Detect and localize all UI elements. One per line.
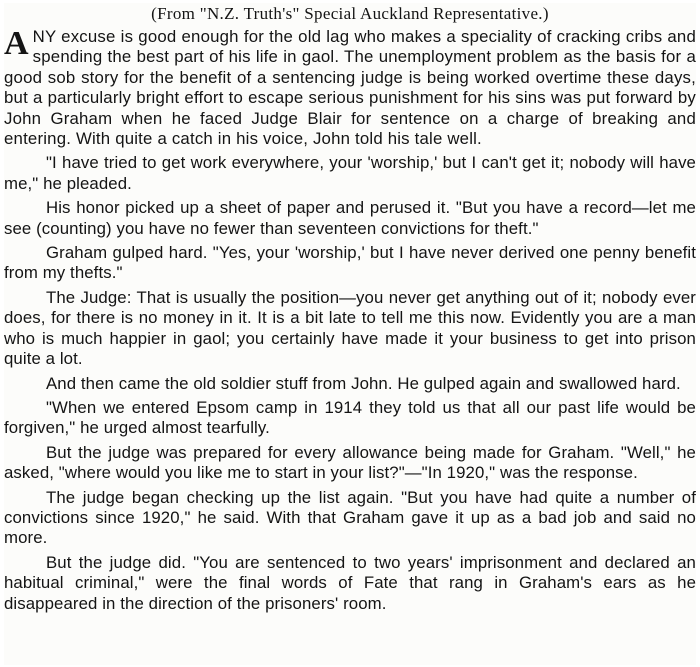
lead-paragraph [4, 27, 696, 149]
paragraph: The Judge: That is usually the position—you never get anything out of it; nobody ever does, for there is no money in it. It is a bit late to tell me this now. Evidently you are a man who is much happier in gaol; you certainly have made it your business to get into prison quite a lot. [4, 287, 696, 369]
newspaper-clipping [4, 3, 696, 665]
paragraph: His honor picked up a sheet of paper and perused it. "But you have a record—let me see (counting) you have no fewer than seventeen convictions for theft." [4, 198, 696, 238]
paragraph: But the judge was prepared for every allowance being made for Graham. "Well," he asked, "where would you like me to start in your list?"—"In 1920," was the response. [4, 442, 696, 483]
paragraph: Graham gulped hard. "Yes, your 'worship,' but I have never derived one penny benefit from my thefts." [4, 243, 696, 283]
drop-cap: A [4, 25, 29, 62]
lead-paragraph-text: NY excuse is good enough for the old lag who makes a speciality of cracking cribs and spending the best part of his life in gaol. The unemployment problem as the basis for a good sob story for the benefit of a sentencing judge is being worked overtime these days, but a particularly bright effort to escape serious punishment for his sins was put forward by John Graham when he faced Judge Blair for sentence on a charge of breaking and entering. With quite a catch in his voice, John told his tale well. [4, 27, 696, 149]
byline: (From "N.Z. Truth's" Special Auckland Representative.) [151, 4, 549, 23]
paragraph: "When we entered Epsom camp in 1914 they told us that all our past life would be forgiven," he urged almost tearfully. [4, 397, 696, 438]
paragraph: "I have tried to get work everywhere, your 'worship,' but I can't get it; nobody will have me," he pleaded. [4, 153, 696, 193]
paragraph: And then came the old soldier stuff from John. He gulped again and swallowed hard. [46, 373, 681, 393]
paragraph: But the judge did. "You are sentenced to two years' imprisonment and declared an habitual criminal," were the final words of Fate that rang in Graham's ears as he disappeared in the direction of the prisoners' room. [4, 552, 696, 613]
paragraph: The judge began checking up the list again. "But you have had quite a number of convictions since 1920," he said. With that Graham gave it up as a bad job and said no more. [4, 487, 696, 548]
